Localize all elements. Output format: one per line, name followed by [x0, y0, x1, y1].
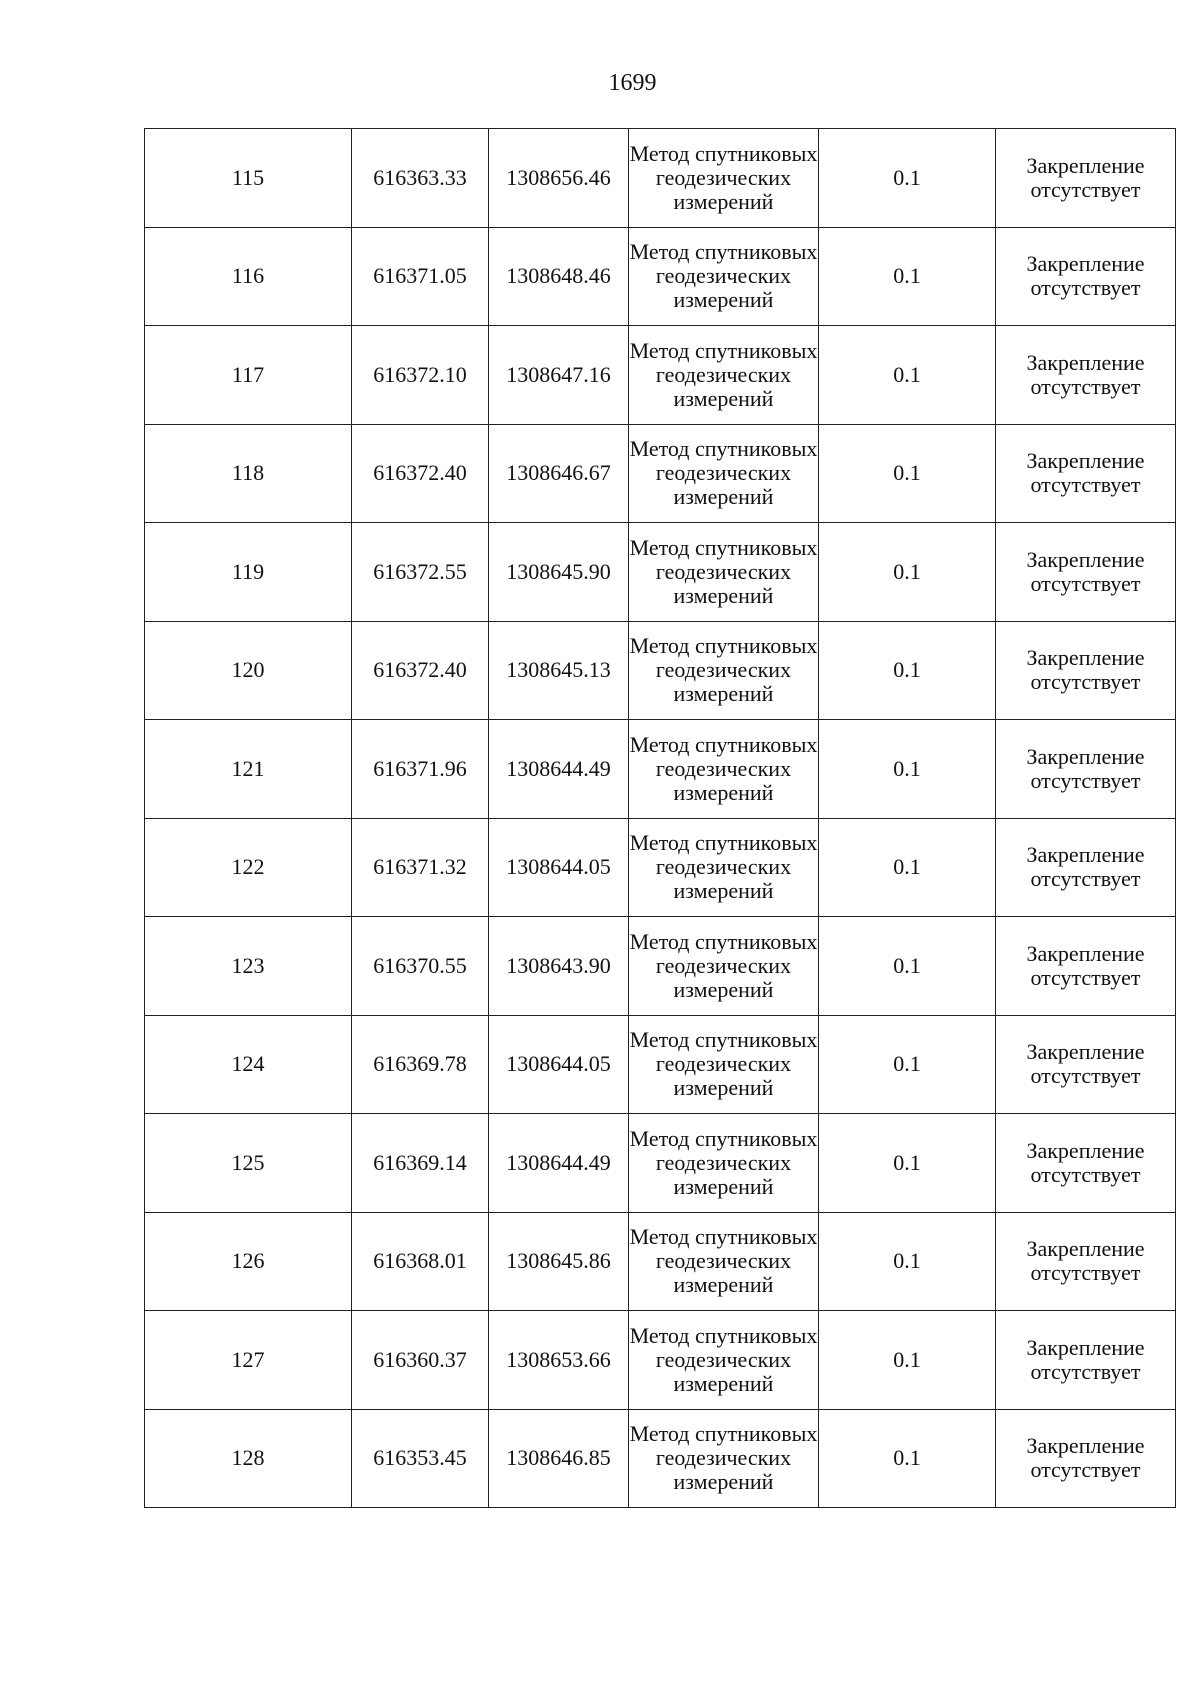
fixing-cell: Закрепление отсутствует: [996, 917, 1176, 1016]
accuracy-cell: 0.1: [819, 1015, 996, 1114]
fixing-cell: Закрепление отсутствует: [996, 720, 1176, 819]
x-coordinate-cell: 616369.78: [352, 1015, 489, 1114]
x-coordinate-cell: 616372.10: [352, 326, 489, 425]
y-coordinate-cell: 1308644.49: [489, 720, 629, 819]
method-cell: Метод спутниковых геодезических измерений: [629, 818, 819, 917]
point-number-cell: 121: [145, 720, 352, 819]
x-coordinate-cell: 616371.96: [352, 720, 489, 819]
accuracy-cell: 0.1: [819, 818, 996, 917]
point-number-cell: 120: [145, 621, 352, 720]
method-cell: Метод спутниковых геодезических измерений: [629, 129, 819, 228]
method-cell: Метод спутниковых геодезических измерений: [629, 227, 819, 326]
y-coordinate-cell: 1308644.05: [489, 1015, 629, 1114]
method-cell: Метод спутниковых геодезических измерений: [629, 1212, 819, 1311]
accuracy-cell: 0.1: [819, 621, 996, 720]
y-coordinate-cell: 1308645.86: [489, 1212, 629, 1311]
x-coordinate-cell: 616353.45: [352, 1409, 489, 1508]
table-row: [145, 621, 1176, 720]
table-row: [145, 227, 1176, 326]
y-coordinate-cell: 1308656.46: [489, 129, 629, 228]
fixing-cell: Закрепление отсутствует: [996, 326, 1176, 425]
table-row: [145, 1409, 1176, 1508]
fixing-cell: Закрепление отсутствует: [996, 129, 1176, 228]
method-cell: Метод спутниковых геодезических измерений: [629, 326, 819, 425]
y-coordinate-cell: 1308648.46: [489, 227, 629, 326]
fixing-cell: Закрепление отсутствует: [996, 818, 1176, 917]
x-coordinate-cell: 616371.32: [352, 818, 489, 917]
accuracy-cell: 0.1: [819, 523, 996, 622]
point-number-cell: 115: [145, 129, 352, 228]
y-coordinate-cell: 1308653.66: [489, 1311, 629, 1410]
accuracy-cell: 0.1: [819, 424, 996, 523]
point-number-cell: 125: [145, 1114, 352, 1213]
point-number-cell: 127: [145, 1311, 352, 1410]
point-number-cell: 124: [145, 1015, 352, 1114]
method-cell: Метод спутниковых геодезических измерений: [629, 720, 819, 819]
fixing-cell: Закрепление отсутствует: [996, 1015, 1176, 1114]
fixing-cell: Закрепление отсутствует: [996, 1311, 1176, 1410]
y-coordinate-cell: 1308646.67: [489, 424, 629, 523]
table-row: [145, 424, 1176, 523]
point-number-cell: 119: [145, 523, 352, 622]
accuracy-cell: 0.1: [819, 1212, 996, 1311]
y-coordinate-cell: 1308647.16: [489, 326, 629, 425]
y-coordinate-cell: 1308644.05: [489, 818, 629, 917]
y-coordinate-cell: 1308645.13: [489, 621, 629, 720]
fixing-cell: Закрепление отсутствует: [996, 621, 1176, 720]
y-coordinate-cell: 1308643.90: [489, 917, 629, 1016]
x-coordinate-cell: 616360.37: [352, 1311, 489, 1410]
table-row: [145, 1015, 1176, 1114]
method-cell: Метод спутниковых геодезических измерений: [629, 424, 819, 523]
table-row: [145, 1311, 1176, 1410]
accuracy-cell: 0.1: [819, 1114, 996, 1213]
x-coordinate-cell: 616363.33: [352, 129, 489, 228]
accuracy-cell: 0.1: [819, 1409, 996, 1508]
coordinates-table: [144, 128, 1176, 1508]
fixing-cell: Закрепление отсутствует: [996, 227, 1176, 326]
table-row: [145, 818, 1176, 917]
point-number-cell: 116: [145, 227, 352, 326]
table-row: [145, 1212, 1176, 1311]
method-cell: Метод спутниковых геодезических измерений: [629, 1311, 819, 1410]
method-cell: Метод спутниковых геодезических измерений: [629, 1114, 819, 1213]
x-coordinate-cell: 616369.14: [352, 1114, 489, 1213]
fixing-cell: Закрепление отсутствует: [996, 1114, 1176, 1213]
method-cell: Метод спутниковых геодезических измерений: [629, 1409, 819, 1508]
accuracy-cell: 0.1: [819, 326, 996, 425]
table-row: [145, 917, 1176, 1016]
point-number-cell: 122: [145, 818, 352, 917]
point-number-cell: 117: [145, 326, 352, 425]
accuracy-cell: 0.1: [819, 720, 996, 819]
fixing-cell: Закрепление отсутствует: [996, 523, 1176, 622]
table-row: [145, 720, 1176, 819]
point-number-cell: 123: [145, 917, 352, 1016]
x-coordinate-cell: 616371.05: [352, 227, 489, 326]
x-coordinate-cell: 616368.01: [352, 1212, 489, 1311]
table-row: [145, 326, 1176, 425]
y-coordinate-cell: 1308645.90: [489, 523, 629, 622]
point-number-cell: 126: [145, 1212, 352, 1311]
fixing-cell: Закрепление отсутствует: [996, 1409, 1176, 1508]
method-cell: Метод спутниковых геодезических измерений: [629, 523, 819, 622]
table-body: [145, 129, 1176, 1508]
fixing-cell: Закрепление отсутствует: [996, 1212, 1176, 1311]
table-row: [145, 129, 1176, 228]
accuracy-cell: 0.1: [819, 917, 996, 1016]
x-coordinate-cell: 616372.40: [352, 424, 489, 523]
accuracy-cell: 0.1: [819, 129, 996, 228]
y-coordinate-cell: 1308644.49: [489, 1114, 629, 1213]
method-cell: Метод спутниковых геодезических измерений: [629, 1015, 819, 1114]
x-coordinate-cell: 616372.55: [352, 523, 489, 622]
accuracy-cell: 0.1: [819, 1311, 996, 1410]
x-coordinate-cell: 616372.40: [352, 621, 489, 720]
y-coordinate-cell: 1308646.85: [489, 1409, 629, 1508]
table-row: [145, 523, 1176, 622]
fixing-cell: Закрепление отсутствует: [996, 424, 1176, 523]
method-cell: Метод спутниковых геодезических измерений: [629, 621, 819, 720]
point-number-cell: 128: [145, 1409, 352, 1508]
point-number-cell: 118: [145, 424, 352, 523]
table-row: [145, 1114, 1176, 1213]
accuracy-cell: 0.1: [819, 227, 996, 326]
x-coordinate-cell: 616370.55: [352, 917, 489, 1016]
method-cell: Метод спутниковых геодезических измерений: [629, 917, 819, 1016]
page-number: 1699: [608, 70, 657, 96]
